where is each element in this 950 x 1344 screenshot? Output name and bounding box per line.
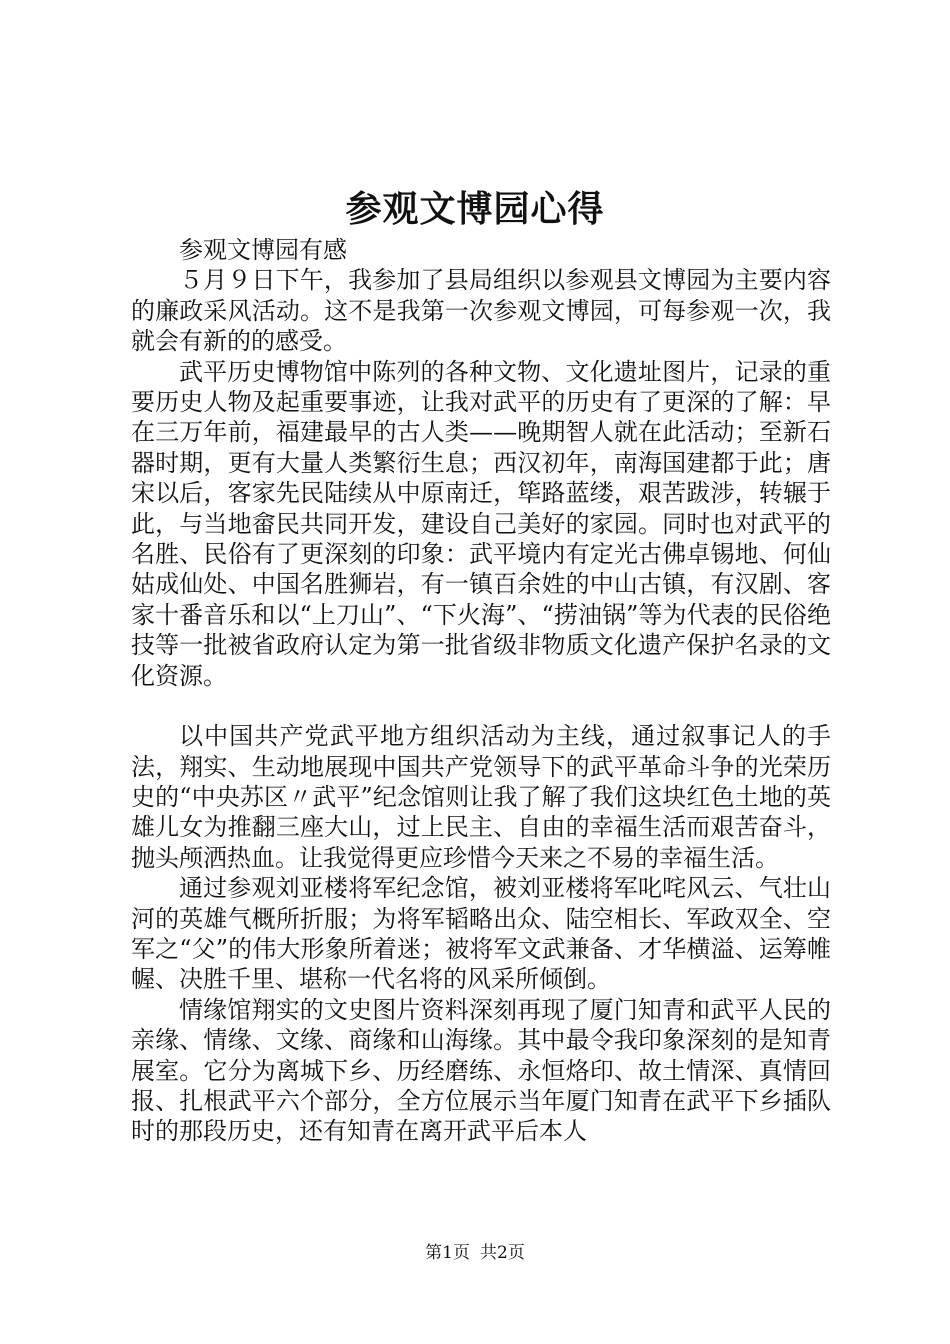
- page-total: 共2页: [480, 1243, 525, 1263]
- body-paragraph: 通过参观刘亚楼将军纪念馆，被刘亚楼将军叱咤风云、气壮山河的英雄气概所折服；为将军韬略出众、陆空相长、军政双全、空军之“父”的伟大形象所着迷；被将军文武兼备、才华横溢、运筹帷幄、决胜千里、堪称一代名将的风采所倾倒。: [131, 874, 831, 994]
- body-paragraph: ５月９日下午，我参加了县局组织以参观县文博园为主要内容的廉政采风活动。这不是我第一次参观文博园，可每参观一次，我就会有新的的感受。: [131, 266, 831, 356]
- page-title: 参观文博园心得: [345, 188, 605, 230]
- document-body: [131, 235, 831, 1147]
- body-paragraph: 情缘馆翔实的文史图片资料深刻再现了厦门知青和武平人民的亲缘、情缘、文缘、商缘和山海缘。其中最令我印象深刻的是知青展室。它分为离城下乡、历经磨练、永恒烙印、故土情深、真情回报、扎根武平六个部分，全方位展示当年厦门知青在武平下乡插队时的那段历史，还有知青在离开武平后本人: [131, 995, 831, 1146]
- subtitle-paragraph: 参观文博园有感: [179, 236, 347, 264]
- body-paragraph: 武平历史博物馆中陈列的各种文物、文化遗址图片，记录的重要历史人物及起重要事迹，让我对武平的历史有了更深的了解：早在三万年前，福建最早的古人类——晚期智人就在此活动；至新石器时期，更有大量人类繁衍生息；西汉初年，南海国建都于此；唐宋以后，客家先民陆续从中原南迁，筚路蓝缕，艰苦跋涉，转辗于此，与当地畲民共同开发，建设自己美好的家园。同时也对武平的名胜、民俗有了更深刻的印象：武平境内有定光古佛卓锡地、何仙姑成仙处、中国名胜狮岩，有一镇百余姓的中山古镇，有汉剧、客家十番音乐和以“上刀山”、“下火海”、“捞油锅”等为代表的民俗绝技等一批被省政府认定为第一批省级非物质文化遗产保护名录的文化资源。: [131, 357, 831, 690]
- page-number: 第1页: [425, 1243, 470, 1263]
- page-footer: [0, 1241, 950, 1265]
- body-paragraph: 以中国共产党武平地方组织活动为主线，通过叙事记人的手法，翔实、生动地展现中国共产党领导下的武平革命斗争的光荣历史的“中央苏区〃武平”纪念馆则让我了解了我们这块红色土地的英雄儿女为推翻三座大山，过上民主、自由的幸福生活而艰苦奋斗，抛头颅洒热血。让我觉得更应珍惜今天来之不易的幸福生活。: [131, 722, 831, 872]
